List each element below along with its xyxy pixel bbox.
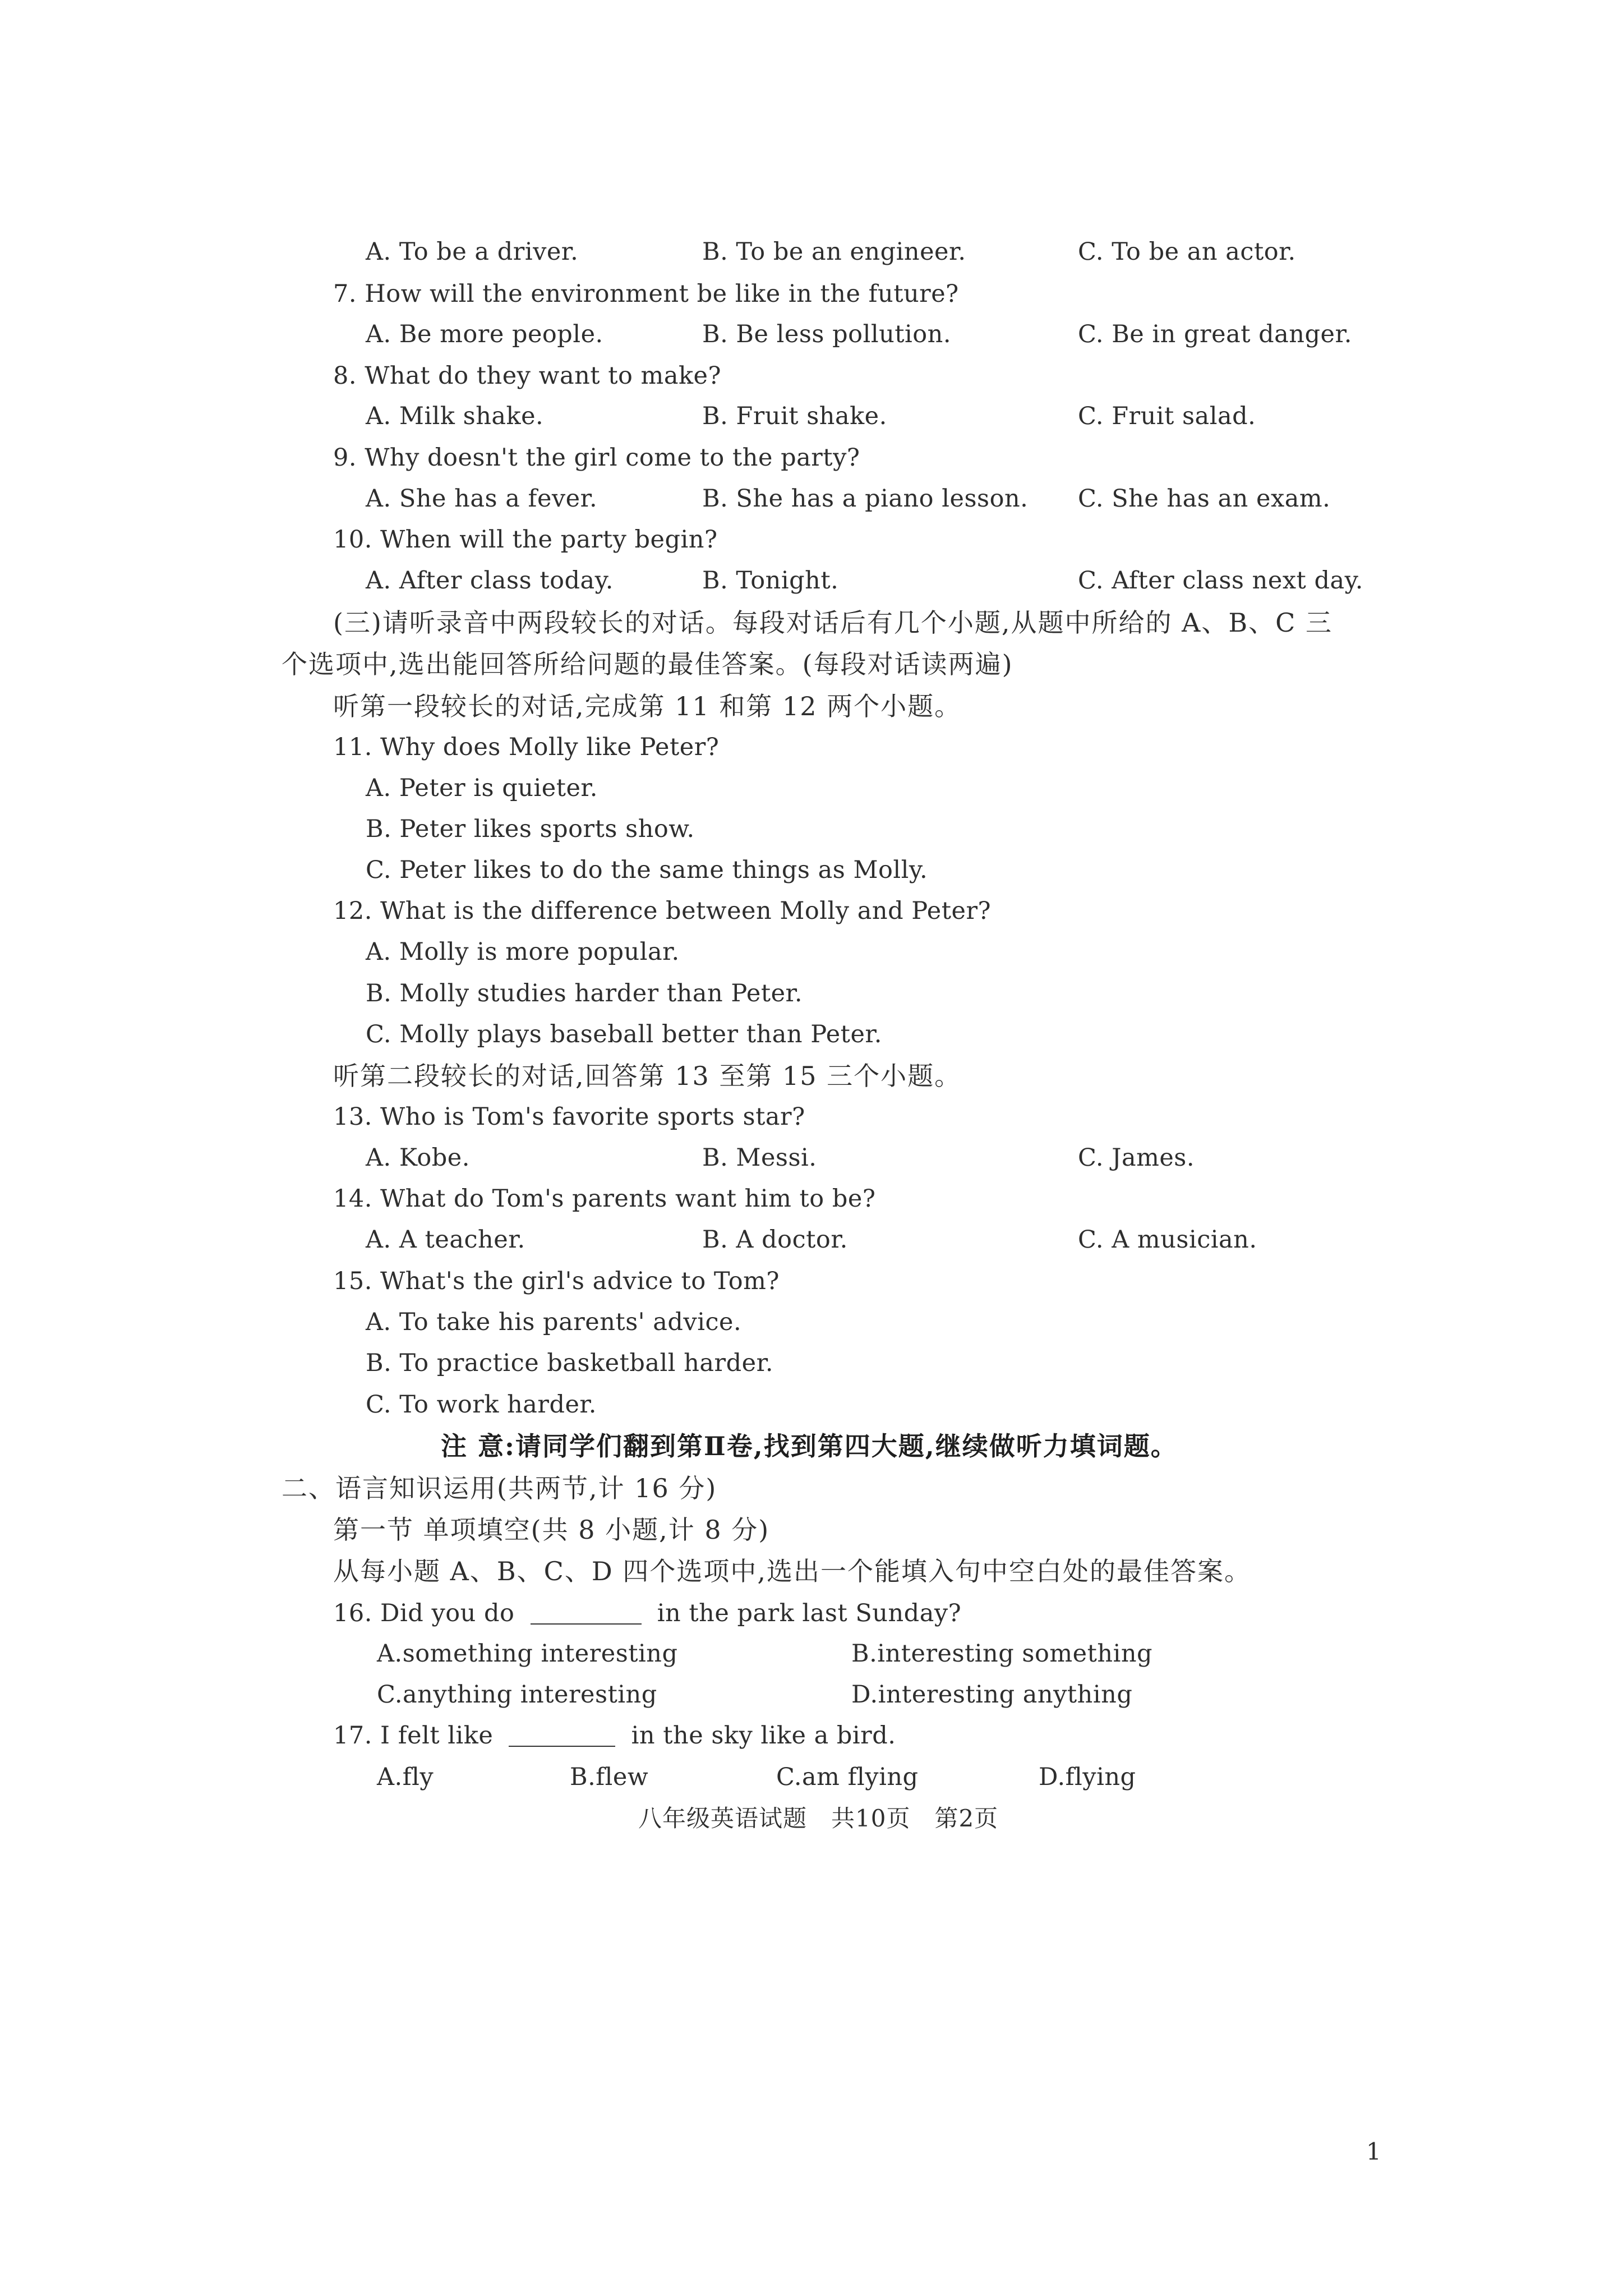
q14-option-a: A. A teacher. (366, 1226, 525, 1254)
q16-blank (531, 1601, 642, 1625)
part2-instruction: 从每小题 A、B、C、D 四个选项中,选出一个能填入句中空白处的最佳答案。 (333, 1556, 1251, 1586)
q8-question: 8. What do they want to make? (333, 362, 722, 390)
q11-question: 11. Why does Molly like Peter? (333, 733, 720, 761)
q9-question: 9. Why doesn't the girl come to the party? (333, 444, 860, 472)
part2-section1-title: 第一节 单项填空(共 8 小题,计 8 分) (333, 1515, 770, 1545)
q13-question: 13. Who is Tom's favorite sports star? (333, 1103, 805, 1131)
q6-option-a: A. To be a driver. (366, 238, 579, 266)
page-footer: 八年级英语试题 共10页 第2页 (638, 1805, 999, 1832)
dialogue1-instruction: 听第一段较长的对话,完成第 11 和第 12 两个小题。 (333, 691, 962, 721)
q16-option-d: D.interesting anything (851, 1681, 1133, 1709)
q15-option-c: C. To work harder. (366, 1391, 597, 1419)
q17-option-b: B.flew (570, 1763, 649, 1791)
q6-option-b: B. To be an engineer. (702, 238, 966, 266)
q17-question-end: in the sky like a bird. (631, 1722, 896, 1750)
q16-option-b: B.interesting something (851, 1640, 1153, 1668)
q8-option-b: B. Fruit shake. (702, 402, 887, 430)
q10-option-a: A. After class today. (366, 567, 614, 595)
notice-text: 注 意:请同学们翻到第Ⅱ卷,找到第四大题,继续做听力填词题。 (441, 1431, 1178, 1461)
q14-option-b: B. A doctor. (702, 1226, 848, 1254)
page-number: 1 (1366, 2138, 1382, 2165)
q9-option-c: C. She has an exam. (1078, 485, 1331, 513)
q15-option-b: B. To practice basketball harder. (366, 1349, 774, 1377)
q8-option-a: A. Milk shake. (366, 402, 544, 430)
q16-question-end: in the park last Sunday? (657, 1599, 962, 1627)
section3-instruction-line1: (三)请听录音中两段较长的对话。每段对话后有几个小题,从题中所给的 A、B、C 三 (333, 608, 1332, 638)
q12-question: 12. What is the difference between Molly and Peter? (333, 897, 992, 925)
q10-option-b: B. Tonight. (702, 567, 839, 595)
q14-option-c: C. A musician. (1078, 1226, 1257, 1254)
q16-question (333, 1598, 961, 1629)
q15-question: 15. What's the girl's advice to Tom? (333, 1267, 780, 1295)
q17-question (333, 1720, 896, 1751)
q17-option-a: A.fly (377, 1763, 434, 1791)
q7-option-c: C. Be in great danger. (1078, 320, 1352, 348)
q14-question: 14. What do Tom's parents want him to be? (333, 1185, 876, 1213)
q10-question: 10. When will the party begin? (333, 526, 718, 554)
q8-option-c: C. Fruit salad. (1078, 402, 1256, 430)
q12-option-a: A. Molly is more popular. (366, 938, 680, 966)
q13-option-a: A. Kobe. (366, 1144, 470, 1172)
q11-option-a: A. Peter is quieter. (366, 774, 598, 802)
q13-option-c: C. James. (1078, 1144, 1195, 1172)
q7-option-a: A. Be more people. (366, 320, 603, 348)
q15-option-a: A. To take his parents' advice. (366, 1308, 742, 1336)
q13-option-b: B. Messi. (702, 1144, 817, 1172)
q9-option-b: B. She has a piano lesson. (702, 485, 1029, 513)
q16-option-a: A.something interesting (377, 1640, 678, 1668)
q17-blank (509, 1723, 615, 1747)
q12-option-c: C. Molly plays baseball better than Peter. (366, 1020, 882, 1048)
q12-option-b: B. Molly studies harder than Peter. (366, 979, 803, 1007)
q16-option-c: C.anything interesting (377, 1681, 657, 1709)
dialogue2-instruction: 听第二段较长的对话,回答第 13 至第 15 三个小题。 (333, 1061, 962, 1091)
q11-option-b: B. Peter likes sports show. (366, 815, 695, 843)
q11-option-c: C. Peter likes to do the same things as Molly. (366, 856, 928, 884)
q7-option-b: B. Be less pollution. (702, 320, 952, 348)
q16-question-start: 16. Did you do (333, 1599, 515, 1627)
q17-question-start: 17. I felt like (333, 1722, 494, 1750)
q17-option-d: D.flying (1039, 1763, 1136, 1791)
q10-option-c: C. After class next day. (1078, 567, 1363, 595)
section3-instruction-line2: 个选项中,选出能回答所给问题的最佳答案。(每段对话读两遍) (282, 649, 1013, 679)
q17-option-c: C.am flying (776, 1763, 919, 1791)
q7-question: 7. How will the environment be like in the future? (333, 280, 959, 308)
q6-option-c: C. To be an actor. (1078, 238, 1296, 266)
q9-option-a: A. She has a fever. (366, 485, 598, 513)
part2-heading: 二、语言知识运用(共两节,计 16 分) (282, 1473, 717, 1503)
